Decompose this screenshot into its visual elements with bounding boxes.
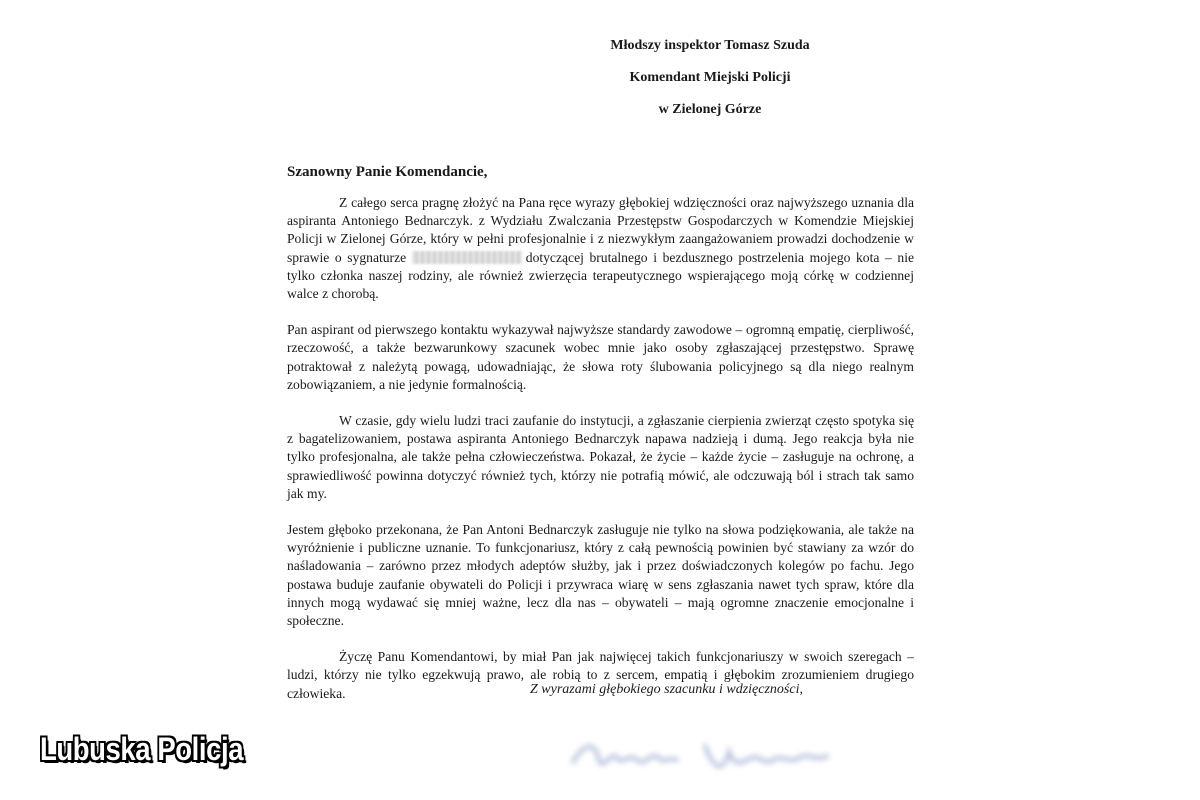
paragraph-1-start: Z całego serca pragnę złożyć na Pana ręce wyrazy głębokiej wdzięczności oraz najwyższego uznania dla aspiranta Antoniego Bednarczyk. z Wydziału Zwalczania Przestępstw Gospodarczych w Komendzie Miejskiej Policji w Zielonej Górze, który w pełni profesjonalnie i z niezwykłym zaangażowaniem prowadzi dochodzenie w sprawie o sygnaturze (287, 195, 914, 265)
addressee-title: Komendant Miejski Policji (629, 70, 791, 85)
paragraph-3: W czasie, gdy wielu ludzi traci zaufanie do instytucji, a zgłaszanie cierpienia zwierząt często spotyka się z bagatelizowaniem, postawa aspiranta Antoniego Bednarczyk napawa nadzieją i dumą. Jego reakcja była nie tylko profesjonalna, ale także pełna człowieczeństwa. Pokazał, że życie – każde życie – zasługuje na ochronę, a sprawiedliwość powinna dotyczyć również tych, którzy nie potrafią mówić, ale odczuwają ból i strach tak samo jak my. (287, 413, 914, 501)
redacted-case-number (412, 251, 522, 264)
closing-line: Z wyrazami głębokiego szacunku i wdzięczności, (530, 682, 803, 697)
paragraph-1 (287, 194, 914, 303)
salutation: Szanowny Panie Komendancie, (287, 164, 488, 180)
signature-blurred (565, 732, 835, 778)
paragraph-1-end: dotyczącej brutalnego i bezdusznego postrzelenia mojego kota – nie tylko członka naszej rodziny, ale również zwierzęcia terapeutycznego wspierającego moją córkę w codziennej walce z chorobą. (287, 249, 915, 302)
lubuska-policja-watermark: Lubuska Policja (40, 731, 244, 767)
letter-body (287, 194, 914, 721)
paragraph-4: Jestem głęboko przekonana, że Pan Antoni Bednarczyk zasługuje nie tylko na słowa podziękowania, ale także na wyróżnienie i publiczne uznanie. To funkcjonariusz, który z całą pewnością powinien być stawiany za wzór do naśladowania – zarówno przez młodych adeptów służby, jak i przez doświadczonych kolegów po fachu. Jego postawa buduje zaufanie obywateli do Policji i przywraca wiarę w sens zgłaszania nawet tych spraw, które dla innych mogą wydawać się mniej ważne, lecz dla nas – obywateli – mają ogromne znaczenie emocjonalne i społeczne. (287, 522, 914, 629)
paragraph-5: Życzę Panu Komendantowi, by miał Pan jak najwięcej takich funkcjonariuszy w swoich szeregach – ludzi, którzy nie tylko egzekwują prawo, ale robią to z sercem, empatią i głębokim zrozumieniem drugiego człowieka. (287, 649, 914, 701)
paragraph-2: Pan aspirant od pierwszego kontaktu wykazywał najwyższe standardy zawodowe – ogromną empatię, cierpliwość, rzeczowość, a także bezwarunkowy szacunek wobec mnie jako osoby zgłaszającej przestępstwo. Sprawę potraktował z należytą powagą, udowadniając, że słowa roty ślubowania policyjnego są dla niego realnym zobowiązaniem, a nie jedynie formalnością. (287, 322, 914, 392)
addressee-block (560, 36, 860, 132)
addressee-name: Młodszy inspektor Tomasz Szuda (610, 38, 810, 53)
addressee-location: w Zielonej Górze (658, 102, 762, 117)
